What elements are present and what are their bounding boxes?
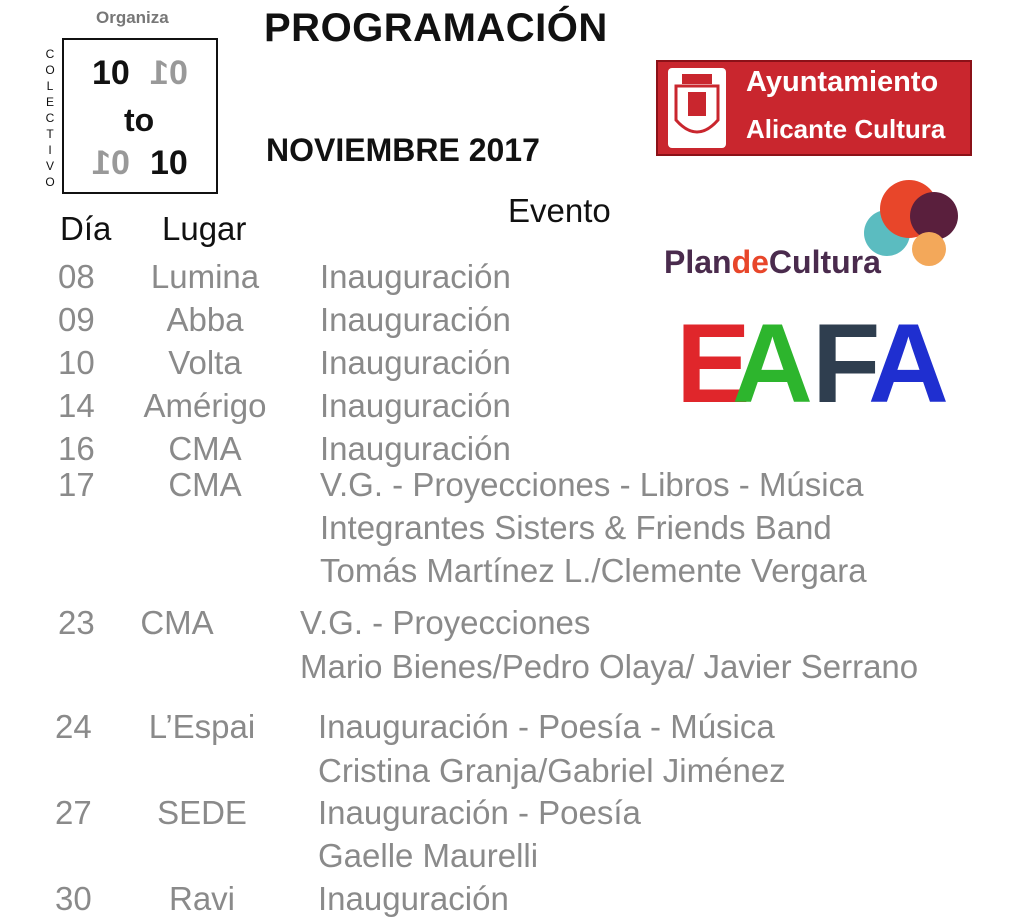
event-day: 30 xyxy=(55,880,92,917)
eafa-logo-letter: F xyxy=(812,301,881,426)
event-description: V.G. - Proyecciones xyxy=(300,604,591,641)
event-description: Inauguración xyxy=(320,430,511,467)
eafa-logo-letter: E xyxy=(676,301,751,426)
event-day: 23 xyxy=(58,604,95,641)
event-venue: Abba xyxy=(166,301,244,338)
event-venue: CMA xyxy=(140,604,214,641)
header-dia: Día xyxy=(60,210,112,247)
event-venue: SEDE xyxy=(157,794,247,831)
event-description: Inauguración xyxy=(320,387,511,424)
event-description: Inauguración xyxy=(320,258,511,295)
ayuntamiento-text: Ayuntamiento xyxy=(746,66,939,98)
event-day: 27 xyxy=(55,794,92,831)
page-subtitle: NOVIEMBRE 2017 xyxy=(266,132,540,168)
coat-of-arms-icon xyxy=(668,68,726,148)
event-description: Inauguración xyxy=(320,344,511,381)
logo-text: 10 xyxy=(150,144,188,182)
event-day: 10 xyxy=(58,344,95,381)
logo-text: 10 xyxy=(92,54,130,92)
colectivo-vertical-text: C O L E C T I V O xyxy=(45,47,55,189)
event-day: 08 xyxy=(58,258,95,295)
event-description: V.G. - Proyecciones - Libros - Música xyxy=(320,466,864,503)
header-lugar: Lugar xyxy=(162,210,247,247)
alicante-cultura-text: Alicante Cultura xyxy=(746,114,946,144)
event-description: Mario Bienes/Pedro Olaya/ Javier Serrano xyxy=(300,648,919,685)
event-day: 16 xyxy=(58,430,95,467)
event-venue: Ravi xyxy=(168,880,236,917)
event-description: Inauguración xyxy=(320,301,511,338)
event-venue: Volta xyxy=(168,344,242,381)
event-description: Inauguración - Poesía xyxy=(318,794,641,831)
event-description: Inauguración - Poesía - Música xyxy=(318,708,775,745)
plan-de-cultura-logo: PlandeCultura xyxy=(664,244,881,280)
event-description: Gaelle Maurelli xyxy=(318,837,539,874)
eafa-logo-letter: A xyxy=(732,301,813,426)
logo-text: 01 xyxy=(150,54,188,92)
eafa-logo-letter: A xyxy=(868,301,949,426)
page-title: PROGRAMACIÓN xyxy=(264,6,608,50)
event-venue: CMA xyxy=(168,430,242,467)
organizer-label: Organiza xyxy=(96,8,169,27)
event-day: 14 xyxy=(58,387,95,424)
event-description: Cristina Granja/Gabriel Jiménez xyxy=(318,752,786,789)
event-day: 09 xyxy=(58,301,95,338)
event-venue: CMA xyxy=(168,466,242,503)
header-evento: Evento xyxy=(508,192,611,229)
event-venue: L’Espai xyxy=(148,708,256,745)
event-description: Tomás Martínez L./Clemente Vergara xyxy=(320,552,867,589)
event-venue: Amérigo xyxy=(143,387,267,424)
event-description: Integrantes Sisters & Friends Band xyxy=(320,509,832,546)
event-description: Inauguración xyxy=(318,880,509,917)
event-day: 17 xyxy=(58,466,95,503)
logo-text: 01 xyxy=(92,144,130,182)
event-venue: Lumina xyxy=(150,258,260,295)
event-day: 24 xyxy=(55,708,92,745)
logo-text: to xyxy=(124,102,155,138)
